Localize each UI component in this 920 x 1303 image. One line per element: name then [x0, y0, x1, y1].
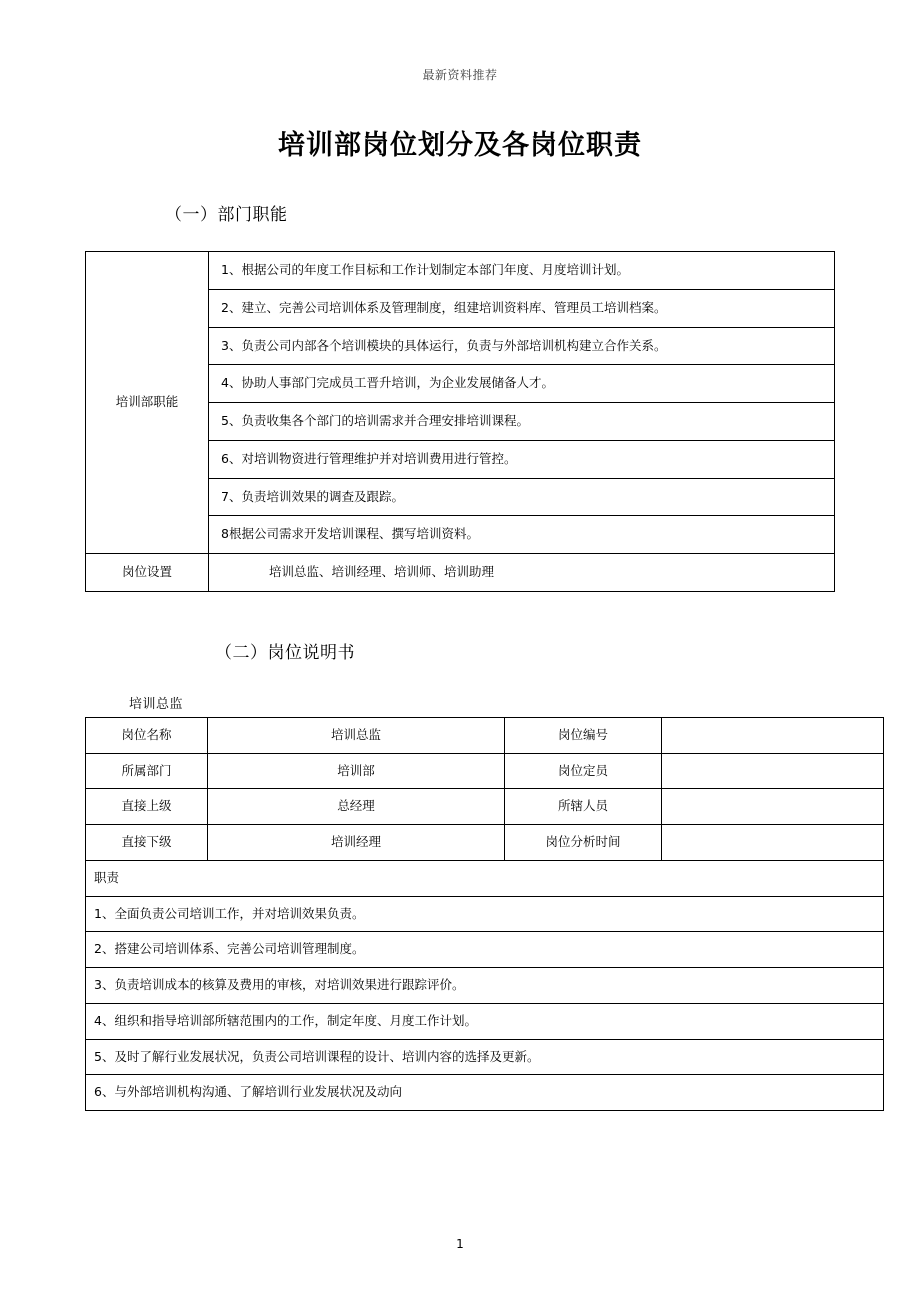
field-value: 培训经理 — [208, 825, 505, 861]
header-note: 最新资料推荐 — [422, 68, 498, 82]
field-label: 直接上级 — [86, 789, 208, 825]
department-function-table — [85, 251, 835, 592]
page-number: 1 — [456, 1237, 464, 1251]
page-title: 培训部岗位划分及各岗位职责 — [278, 130, 642, 161]
duty-item: 5、及时了解行业发展状况，负责公司培训课程的设计、培训内容的选择及更新。 — [86, 1039, 884, 1075]
field-value — [662, 789, 884, 825]
duty-item: 1、全面负责公司培训工作，并对培训效果负责。 — [86, 896, 884, 932]
field-value — [662, 825, 884, 861]
table-row — [86, 753, 884, 789]
field-value — [662, 717, 884, 753]
field-value — [662, 753, 884, 789]
table-row — [86, 932, 884, 968]
table-row — [86, 717, 884, 753]
table-row — [86, 252, 835, 290]
table-row — [86, 860, 884, 896]
field-label: 所属部门 — [86, 753, 208, 789]
duty-item: 2、建立、完善公司培训体系及管理制度，组建培训资料库、管理员工培训档案。 — [209, 289, 835, 327]
table-row — [86, 825, 884, 861]
duty-item: 5、负责收集各个部门的培训需求并合理安排培训课程。 — [209, 403, 835, 441]
field-value: 培训总监 — [208, 717, 505, 753]
field-value: 培训部 — [208, 753, 505, 789]
duty-item: 6、与外部培训机构沟通、了解培训行业发展状况及动向 — [86, 1075, 884, 1111]
field-label: 岗位编号 — [505, 717, 662, 753]
duty-item: 2、搭建公司培训体系、完善公司培训管理制度。 — [86, 932, 884, 968]
duty-item: 1、根据公司的年度工作目标和工作计划制定本部门年度、月度培训计划。 — [209, 252, 835, 290]
field-value: 总经理 — [208, 789, 505, 825]
table-row — [86, 896, 884, 932]
table-row — [86, 554, 835, 592]
duty-section-header: 职责 — [86, 860, 884, 896]
table-row — [86, 789, 884, 825]
table-row — [86, 1075, 884, 1111]
field-label: 岗位分析时间 — [505, 825, 662, 861]
field-label: 岗位名称 — [86, 717, 208, 753]
section-heading-department-functions: （一）部门职能 — [165, 205, 288, 225]
duty-item: 3、负责公司内部各个培训模块的具体运行，负责与外部培训机构建立合作关系。 — [209, 327, 835, 365]
department-function-label: 培训部职能 — [86, 252, 209, 554]
duty-item: 4、协助人事部门完成员工晋升培训，为企业发展储备人才。 — [209, 365, 835, 403]
duty-item: 3、负责培训成本的核算及费用的审核，对培训效果进行跟踪评价。 — [86, 968, 884, 1004]
duty-item: 6、对培训物资进行管理维护并对培训费用进行管控。 — [209, 440, 835, 478]
job-spec-caption: 培训总监 — [129, 696, 184, 712]
table-row — [86, 968, 884, 1004]
section-heading-job-description: （二）岗位说明书 — [215, 642, 355, 663]
post-setting-value: 培训总监、培训经理、培训师、培训助理 — [209, 554, 835, 592]
job-description-table — [85, 717, 884, 1111]
table-row — [86, 1003, 884, 1039]
field-label: 岗位定员 — [505, 753, 662, 789]
field-label: 直接下级 — [86, 825, 208, 861]
table-row — [86, 1039, 884, 1075]
duty-item: 8根据公司需求开发培训课程、撰写培训资料。 — [209, 516, 835, 554]
duty-item: 4、组织和指导培训部所辖范围内的工作，制定年度、月度工作计划。 — [86, 1003, 884, 1039]
field-label: 所辖人员 — [505, 789, 662, 825]
post-setting-label: 岗位设置 — [86, 554, 209, 592]
duty-item: 7、负责培训效果的调查及跟踪。 — [209, 478, 835, 516]
